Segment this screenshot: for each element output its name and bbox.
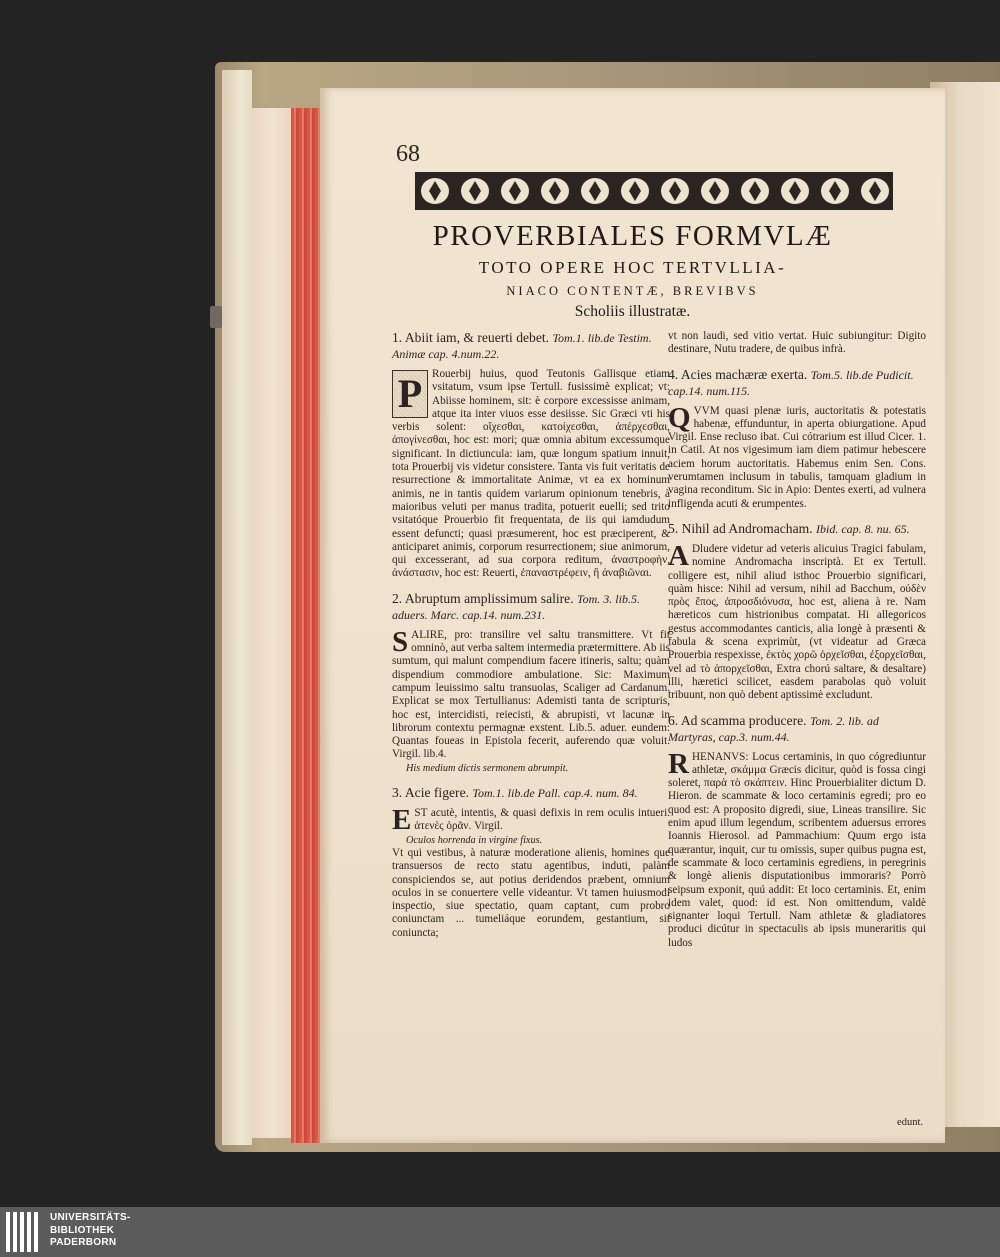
page-stack	[252, 108, 292, 1138]
title-line-3: NIACO CONTENTÆ, BREVIBVS	[506, 284, 759, 298]
library-logo-icon	[4, 1210, 44, 1254]
title-line-4: Scholiis illustratæ.	[574, 303, 691, 320]
verse-quote: His medium dictis sermonem abrumpit.	[406, 762, 569, 774]
verse-quote: Oculos horrenda in virgine fixus.	[406, 834, 543, 846]
ornament-band	[415, 172, 893, 210]
drop-cap: E	[392, 804, 412, 837]
entry-3-heading: 3. Acie figere. Tom.1. lib.de Pall. cap.4. num. 84.	[392, 785, 638, 801]
page-number: 68	[396, 141, 420, 167]
entry-5-heading: 5. Nihil ad Andromacham. Ibid. cap. 8. nu. 65.	[668, 520, 910, 536]
cover-inner-edge	[222, 70, 252, 1145]
title-line-1: PROVERBIALES FORMVLÆ	[432, 220, 833, 252]
entry-4-heading: 4. Acies machæræ exerta. Tom.5. lib.de Pudicit. cap.14. num.115.	[668, 366, 914, 398]
catchword: edunt.	[897, 1117, 923, 1128]
entry-1-text: P Rouerbij huius, quod Teutonis Gallisque etiam vsitatum, vsum ipse Tertull. fusissimè explicat; vt: Abiisse hominem, sit: è corpore excessisse animam, atque ita inter viuos esse desiisse. Sic Græci vti his verbis solent: οἴχεσθαι, κατοίχεσθαι, ἀπέρχεσθαι, ἀπογίνεσθαι, hoc est: mori; quæ omnia abitum excessumque significant. In dictiuncula: iam, quæ longum spatium innuit, tota Prouerbij vis videtur consistere. Tanta vis fuit veritatis de resurrectione & immortalitate Animæ, vt ea ex hominum animis, ne in tantis quidem variarum opinionum tenebris, à maioribus veluti per manus tradita, potuerit euelli; sed trito vsitatóque Prouerbio fit frequentata, de iis qui iamdudum essent defuncti; quasi præsumerent, hoc est præciperent, & anticiparet animis, corporum resurrectionem; siue animorum, qui excesserant, ad sua corpora reditum, ἀναστροφὴν, ἀνάστασιν, hoc est: Reuerti, ἐπαναστρέφειν, ἢ ἀναβιῶναι.	[392, 368, 670, 580]
entry-2-heading: 2. Abruptum amplissimum salire. Tom. 3. lib.5. aduers. Marc. cap.14. num.231.	[392, 590, 640, 622]
illuminated-initial: P	[392, 370, 428, 418]
book-clasp	[210, 306, 222, 328]
drop-cap: R	[668, 747, 689, 780]
left-column	[392, 330, 670, 950]
library-name: UNIVERSITÄTS- BIBLIOTHEK PADERBORN	[50, 1212, 131, 1248]
library-footer	[0, 1207, 1000, 1257]
drop-cap: A	[668, 539, 689, 572]
entry-6-heading: 6. Ad scamma producere. Tom. 2. lib. ad Martyras, cap.3. num.44.	[668, 712, 879, 744]
title-line-2: TOTO OPERE HOC TERTVLLIA-	[478, 258, 787, 277]
entry-6-text: R HENANVS: Locus certaminis, in quo cógrediuntur athletæ, σκάμμα Græcis dicitur, quòd is fossa cingi soleret, παρὰ τὸ σκάπτειν. Hinc Prouerbialiter dictum D. Hieron. de scammate & loco certaminis egredi; pro eo quod est: A proposito digredi, siue, Lineas transilire. Sic enim apud illum legendum, scribentem aduersus errores Ioannis Hierosol. ad Pammachium: Quum ergo ista quærantur, inquit, cur tu omissis, super quibus pugna est, de scammate & loco certaminis egrediens, in peregrinis & longè alienis disputationibus immoraris? Porrò seipsum exponit, quú addit: Et loco certaminis. Et, enim idem valet, quod: id est. Non omittendum, valdè signanter loqui Tertull. Nam athletæ & gladiatores produci dicútur in spectaculis ab ipsis muneraritis qui ludos	[668, 747, 926, 949]
continued-text: vt non laudi, sed vitio vertat. Huic subiungitur: Digito destinare, Nutu tradere, de quibus infrà.	[668, 330, 926, 356]
entry-3-text: E ST acutè, intentis, & quasi defixis in rem oculis intueri. ἀτενὲς ὁρᾶν. Virgil. Oculos horrenda in virgine fixus. Vt qui vestibus, à naturæ moderatione alienis, homines que transuersos de recto statu agentibus, induti, palàm conspiciendos se, aut potius deridendos præbent, omnium oculos in se conuertere velle videantur. Vt tamen huiusmodi inspectio, siue spectatio, quam captant, cum probro coniunctam ... tumeliáque eorundem, gestantium, sit coniuncta;	[392, 804, 670, 939]
entry-2-text: S ALIRE, pro: transilire vel saltu transmittere. Vt fit omninò, aut verba saltem intermedia prætermittere. Ab iis sumtum, qui malunt compendium facere itineris, saltu; quàm dispendium commodiore ambulatione. Sic: Maximum campum leuissimo saltu transuolas, Scaliger ad Cardanum. Explicat se mox Tertullianus: Ademisti tanta de scripturis, hoc est, intercidisti, reiecisti, & abrupisti, vt lacunæ in librorum contextu permagnæ exstent. Lib.5. aduer. eundem: Quantas foueas in Epistola fecerit, auferendo quæ voluit. Virgil. lib.4. His medium dictis sermonem abrumpit.	[392, 625, 670, 774]
right-column	[668, 330, 926, 960]
entry-1-heading: 1. Abiit iam, & reuerti debet. Tom.1. lib.de Testim. Animæ cap. 4.num.22.	[392, 330, 652, 361]
book-page	[320, 88, 945, 1143]
entry-4-text: Q VVM quasi plenæ iuris, auctoritatis & potestatis habenæ, effunduntur, in aperta obiurgatione. Apud Virgil. Ense recluso ibat. Cui cótrarium est illud Cicer. 1. in Catil. At nos vigesimum iam diem patimur hebescere aciem horum auctoritatis. Habemus enim Sen. Cons. verumtamen inclusum in tabulis, tamquam gladium in vagina reconditum. Sic in Apio: Dentes exerti, ad vulnera infligenda acuti & erumpentes.	[668, 401, 926, 510]
drop-cap: Q	[668, 401, 691, 434]
drop-cap: S	[392, 625, 409, 658]
entry-5-text: A Dludere videtur ad veteris alicuius Tragici fabulam, nomine Andromacha inscriptà. Et ex Tertull. colligere est, nihil aliud isthoc Prouerbio significari, quàm hisce: Nihil ad versum, nihil ad Bacchum, οὐδὲν πρὸς ἔπος, ἀπροσδιόνυσα, hoc est, aliena à re. Nam hæreticos cum histrionibus compatat. Hi allegoricos gestus accommodantes canticis, alia longè à præsenti & fabula & scena exprimùt, (vt videatur ad Græca Prouerbia respexisse, ἐκτὸς χορῶ ὀρχεῖσθαι, ἐξορχεῖσθαι, vel ad τὸ ἀπορχεῖσθαι, Extra chorú saltare, & desaltare) illi, hæretici scilicet, easdem parabolas quò voluit tribuunt, non quò debent aptissimè excludunt.	[668, 539, 926, 702]
